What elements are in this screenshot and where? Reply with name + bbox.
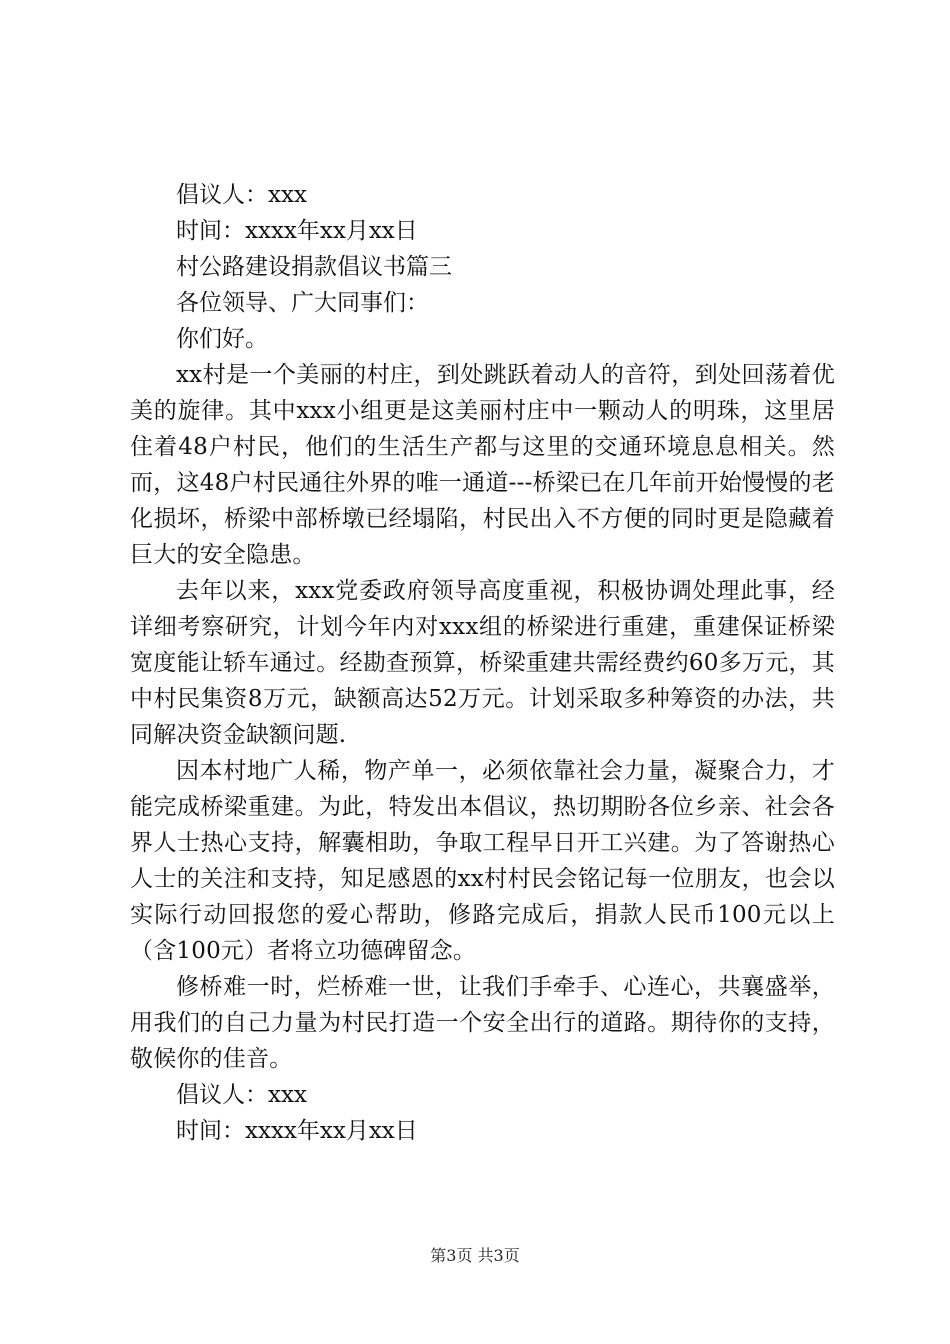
paragraph-funding-plan: 去年以来，xxx党委政府领导高度重视，积极协调处理此事，经详细考察研究，计划今年内对xxx组的桥梁进行重建，重建保证桥梁宽度能让轿车通过。经勘查预算，桥梁重建共需经费约60多万元，其中村民集资8万元，缺额高达52万元。计划采取多种筹资的办法，共同解决资金缺额问题. bbox=[130, 578, 835, 748]
date-line: 时间：xxxx年xx月xx日 bbox=[176, 218, 418, 244]
greeting: 你们好。 bbox=[176, 326, 268, 352]
initiator-line: 倡议人：xxx bbox=[176, 182, 307, 208]
paragraph-village-intro: xx村是一个美丽的村庄，到处跳跃着动人的音符，到处回荡着优美的旋律。其中xxx小组更是这美丽村庄中一颗动人的明珠，这里居住着48户村民，他们的生活生产都与这里的交通环境息息相关。然而，这48户村民通往外界的唯一通道---桥梁已在几年前开始慢慢的老化损坏，桥梁中部桥墩已经塌陷，村民出入不方便的同时更是隐藏着巨大的安全隐患。 bbox=[130, 362, 835, 568]
initiator-line-bottom: 倡议人：xxx bbox=[176, 1082, 307, 1108]
page-number-footer: 第3页 共3页 bbox=[430, 1246, 520, 1265]
paragraph-closing: 修桥难一时，烂桥难一世，让我们手牵手、心连心，共襄盛举，用我们的自己力量为村民打造一个安全出行的道路。期待你的支持，敬候你的佳音。 bbox=[130, 974, 835, 1072]
section-title: 村公路建设捐款倡议书篇三 bbox=[176, 254, 452, 280]
salutation: 各位领导、广大同事们： bbox=[176, 290, 429, 316]
paragraph-appeal: 因本村地广人稀，物产单一，必须依靠社会力量，凝聚合力，才能完成桥梁重建。为此，特发出本倡议，热切期盼各位乡亲、社会各界人士热心支持，解囊相助，争取工程早日开工兴建。为了答谢热心人士的关注和支持，知足感恩的xx村村民会铭记每一位朋友，也会以实际行动回报您的爱心帮助，修路完成后，捐款人民币100元以上（含100元）者将立功德碑留念。 bbox=[130, 758, 835, 964]
date-line-bottom: 时间：xxxx年xx月xx日 bbox=[176, 1118, 418, 1144]
document-body bbox=[130, 177, 835, 1149]
